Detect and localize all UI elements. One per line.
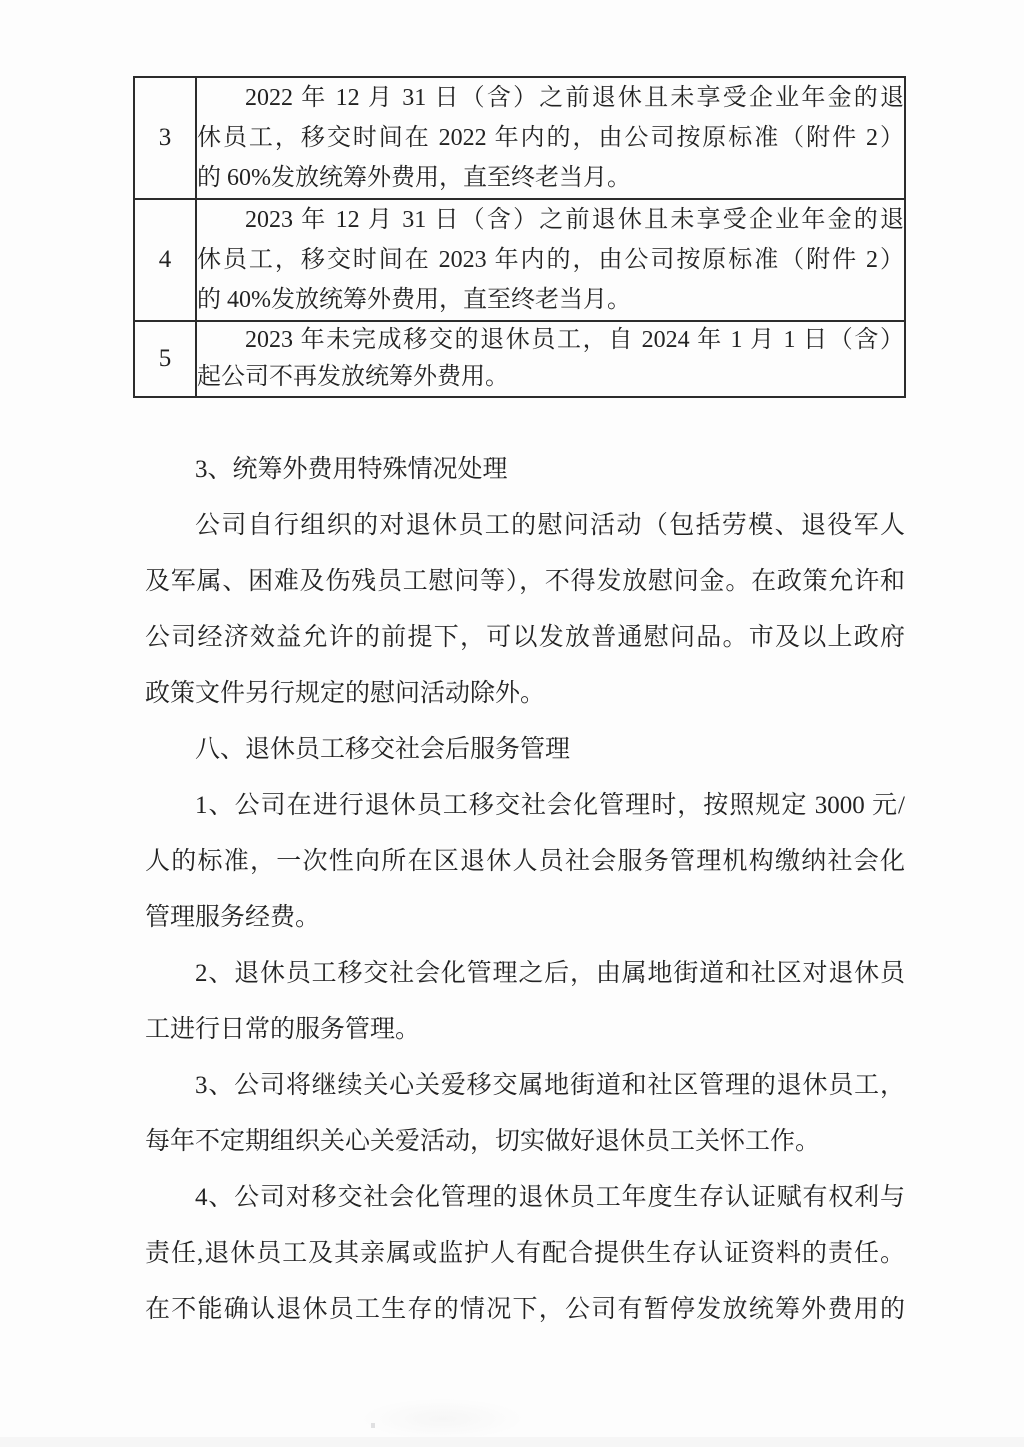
scan-speck [371,1423,375,1428]
paragraph-line: 公司自行组织的对退休员工的慰问活动（包括劳模、退役军人 [195,512,905,539]
pension-fee-rules-table [133,76,906,398]
table-cell-line: 休员工，移交时间在 2022 年内的，由公司按原标准（附件 2） [197,125,904,151]
table-cell-line: 的 40%发放统筹外费用，直至终老当月。 [197,287,631,313]
paragraph-line: 管理服务经费。 [145,904,321,931]
row-number: 3 [134,77,196,199]
table-row [134,321,905,397]
paragraph-line: 责任,退休员工及其亲属或监护人有配合提供生存认证资料的责任。 [145,1240,905,1267]
table-row [134,199,905,321]
row-content-cell [196,199,905,321]
paragraph-line: 人的标准，一次性向所在区退休人员社会服务管理机构缴纳社会化 [145,848,905,875]
paragraph-line: 2、退休员工移交社会化管理之后，由属地街道和社区对退休员 [195,960,905,987]
paragraph-line: 政策文件另行规定的慰问活动除外。 [145,680,546,707]
section-heading: 八、退休员工移交社会后服务管理 [195,736,571,763]
scan-smudge [360,1398,525,1440]
table-cell-line: 2022 年 12 月 31 日（含）之前退休且未享受企业年金的退 [245,85,904,111]
row-content-cell [196,77,905,199]
table-cell-line: 2023 年未完成移交的退休员工，自 2024 年 1 月 1 日（含） [245,327,904,353]
document-body [145,442,905,1338]
table-cell-line: 起公司不再发放统筹外费用。 [197,364,509,390]
table-cell-line: 休员工，移交时间在 2023 年内的，由公司按原标准（附件 2） [197,247,904,273]
paragraph-line: 工进行日常的服务管理。 [145,1016,421,1043]
row-content-cell [196,321,905,397]
section-heading: 3、统筹外费用特殊情况处理 [195,456,508,483]
table-row [134,77,905,199]
paragraph-line: 每年不定期组织关心关爱活动，切实做好退休员工关怀工作。 [145,1128,821,1155]
table-cell-line: 2023 年 12 月 31 日（含）之前退休且未享受企业年金的退 [245,207,904,233]
scan-edge-shadow [0,1437,1024,1447]
paragraph-line: 及军属、困难及伤残员工慰问等），不得发放慰问金。在政策允许和 [145,568,905,595]
paragraph-line: 3、公司将继续关心关爱移交属地街道和社区管理的退休员工， [195,1072,905,1099]
paragraph-line: 4、公司对移交社会化管理的退休员工年度生存认证赋有权利与 [195,1184,905,1211]
table-cell-line: 的 60%发放统筹外费用，直至终老当月。 [197,165,631,191]
paragraph-line: 在不能确认退休员工生存的情况下，公司有暂停发放统筹外费用的 [145,1296,905,1323]
row-number: 4 [134,199,196,321]
paragraph-line: 1、公司在进行退休员工移交社会化管理时，按照规定 3000 元/ [195,792,905,819]
paragraph-line: 公司经济效益允许的前提下，可以发放普通慰问品。市及以上政府 [145,624,905,651]
row-number: 5 [134,321,196,397]
